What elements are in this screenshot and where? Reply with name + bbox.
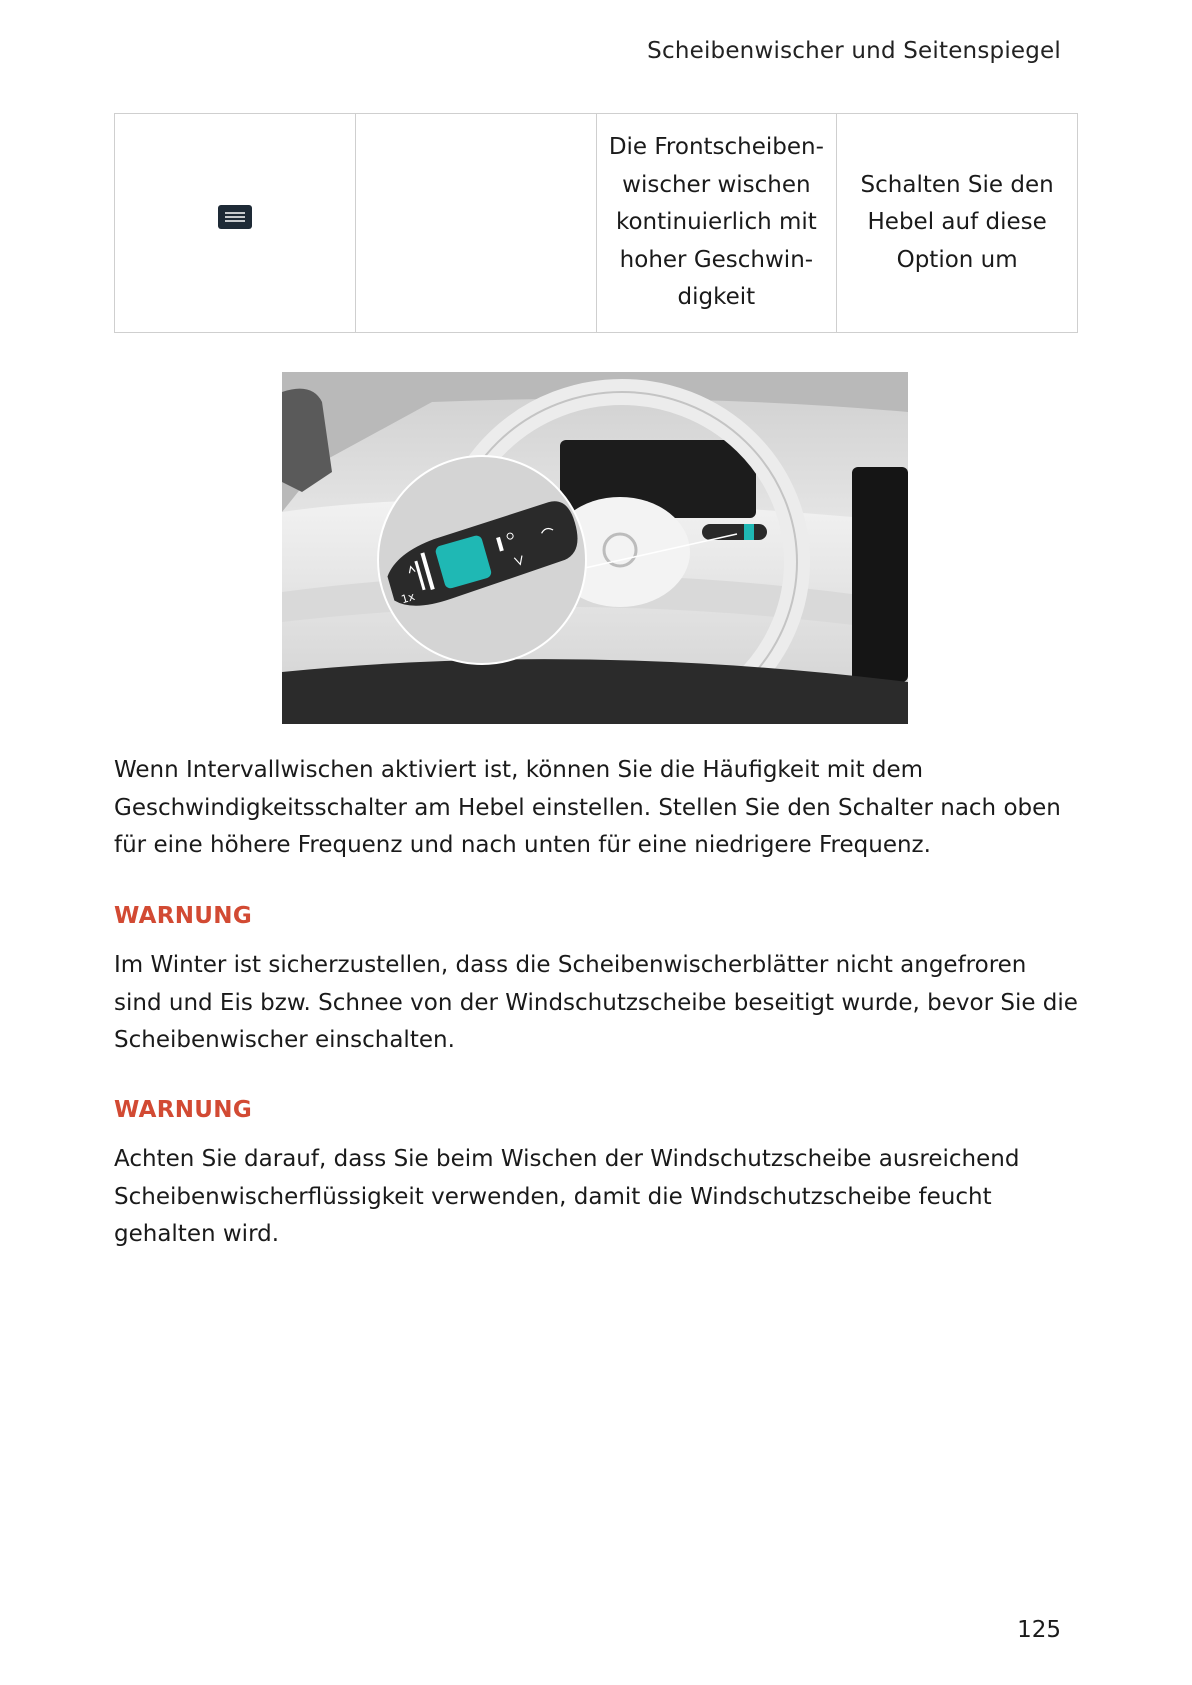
menu-icon <box>218 204 252 228</box>
page-header-title: Scheibenwischer und Seitenspiegel <box>647 38 1061 64</box>
table-row <box>115 114 1078 333</box>
paragraph-line: gehalten wird. <box>114 1221 280 1247</box>
description-line: Die Frontscheiben- <box>608 134 824 161</box>
lever-label-1x: 1x <box>399 590 417 607</box>
paragraph-interval-wiping <box>114 752 1084 865</box>
paragraph-line: Wenn Intervallwischen aktiviert ist, können Sie die Häufigkeit mit dem <box>114 757 924 783</box>
description-line: kontinuierlich mit <box>615 209 817 236</box>
warning-text-winter <box>114 947 1084 1060</box>
description-line: digkeit <box>677 284 756 311</box>
paragraph-line: für eine höhere Frequenz und nach unten für eine niedrigere Frequenz. <box>114 832 931 858</box>
action-line: Hebel auf diese <box>867 209 1047 236</box>
warning-heading: WARNUNG <box>114 903 252 929</box>
table-cell-empty <box>355 114 596 333</box>
wiper-lever-photo <box>282 372 908 724</box>
paragraph-line: Geschwindigkeitsschalter am Hebel einstellen. Stellen Sie den Schalter nach oben <box>114 794 1061 821</box>
page-number: 125 <box>1017 1617 1061 1643</box>
description-line: wischer wischen <box>622 171 811 198</box>
action-line: Schalten Sie den <box>860 171 1054 198</box>
paragraph-line: sind und Eis bzw. Schnee von der Windschutzscheibe beseitigt wurde, bevor Sie die <box>114 989 1078 1016</box>
table-cell-icon <box>115 114 356 333</box>
table-cell-description <box>596 114 837 333</box>
paragraph-line: Scheibenwischerflüssigkeit verwenden, damit die Windschutzscheibe feucht <box>114 1183 992 1210</box>
warning-text-washer-fluid <box>114 1141 1084 1254</box>
paragraph-line: Achten Sie darauf, dass Sie beim Wischen der Windschutzscheibe ausreichend <box>114 1146 1020 1172</box>
wiper-mode-table <box>114 113 1078 333</box>
warning-heading: WARNUNG <box>114 1097 252 1123</box>
table-cell-action <box>837 114 1078 333</box>
paragraph-line: Im Winter ist sicherzustellen, dass die Scheibenwischerblätter nicht angefroren <box>114 952 1027 978</box>
paragraph-line: Scheibenwischer einschalten. <box>114 1027 455 1053</box>
action-line: Option um <box>896 246 1018 273</box>
description-line: hoher Geschwin- <box>619 246 814 273</box>
